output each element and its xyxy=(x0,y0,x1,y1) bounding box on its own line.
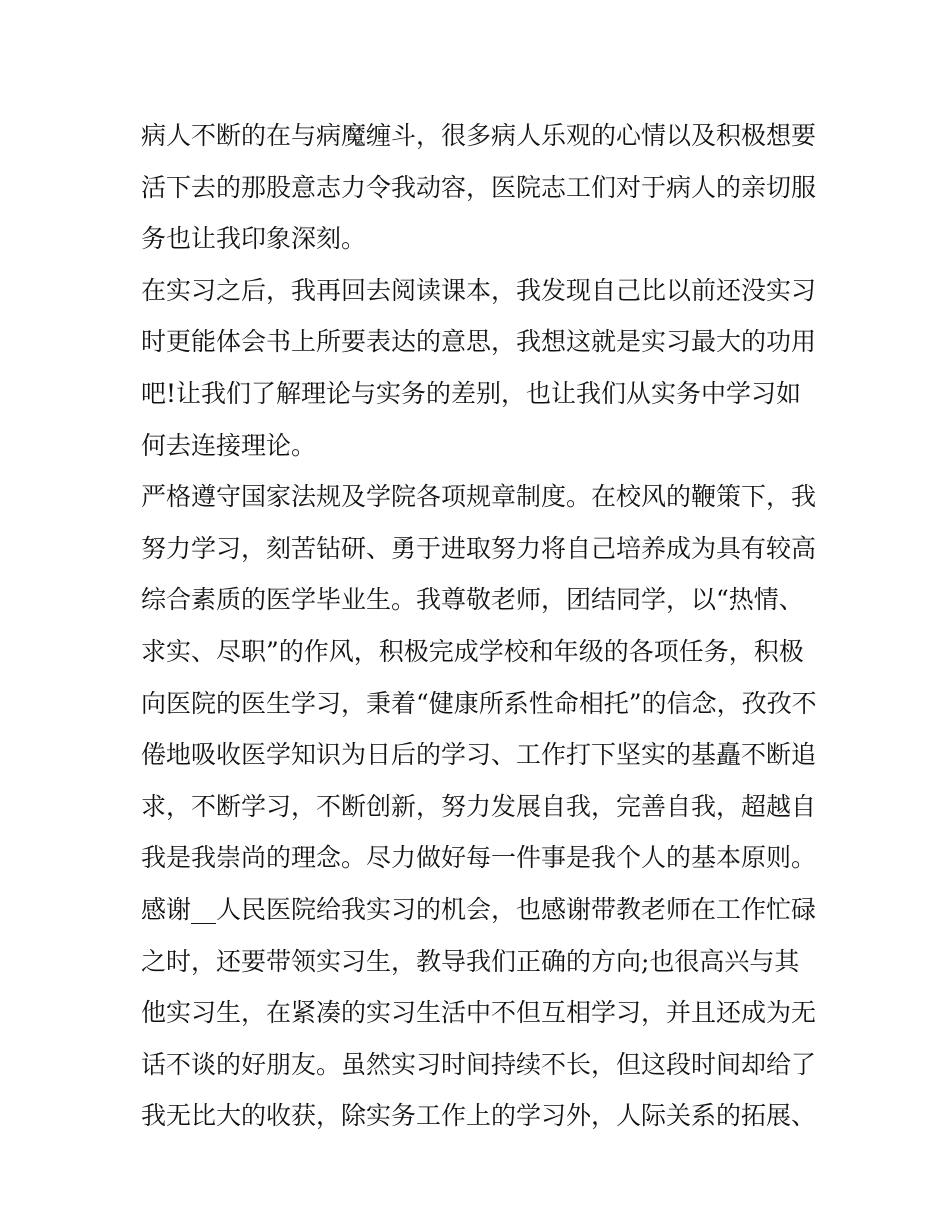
text-line: 在实习之后，我再回去阅读课本，我发现自己比以前还没实习 xyxy=(141,275,817,305)
text-line: 吧!让我们了解理论与实务的差别，也让我们从实务中学习如 xyxy=(141,378,802,408)
text-line: 之时，还要带领实习生，教导我们正确的方向;也很高兴与其 xyxy=(141,946,800,976)
text-line: 务也让我印象深刻。 xyxy=(141,224,367,254)
text-line: 何去连接理论。 xyxy=(141,430,317,460)
text-line: 求，不断学习，不断创新，努力发展自我，完善自我，超越自 xyxy=(141,791,817,821)
text-line: 倦地吸收医学知识为日后的学习、工作打下坚实的基矗不断追 xyxy=(141,740,817,770)
text-line: 我是我崇尚的理念。尽力做好每一件事是我个人的基本原则。 xyxy=(141,843,817,873)
text-line: 我无比大的收获，除实务工作上的学习外，人际关系的拓展、 xyxy=(141,1101,817,1131)
text-line: 严格遵守国家法规及学院各项规章制度。在校风的鞭策下，我 xyxy=(141,482,817,512)
text-line: 努力学习，刻苦钻研、勇于进取努力将自己培养成为具有较高 xyxy=(141,533,817,563)
document-body xyxy=(141,110,817,1142)
text-line: 他实习生，在紧凑的实习生活中不但互相学习，并且还成为无 xyxy=(141,998,817,1028)
text-line: 综合素质的医学毕业生。我尊敬老师，团结同学，以“热情、 xyxy=(141,585,804,615)
text-line: 感谢__人民医院给我实习的机会，也感谢带教老师在工作忙碌 xyxy=(141,894,817,924)
text-line: 时更能体会书上所要表达的意思，我想这就是实习最大的功用 xyxy=(141,327,817,357)
text-line: 病人不断的在与病魔缠斗，很多病人乐观的心情以及积极想要 xyxy=(141,121,817,150)
text-line: 求实、尽职”的作风，积极完成学校和年级的各项任务，积极 xyxy=(141,636,804,666)
text-line: 话不谈的好朋友。虽然实习时间持续不长，但这段时间却给了 xyxy=(141,1049,817,1079)
text-line: 活下去的那股意志力令我动容，医院志工们对于病人的亲切服 xyxy=(141,172,817,202)
text-line: 向医院的医生学习，秉着“健康所系性命相托”的信念，孜孜不 xyxy=(141,688,817,718)
